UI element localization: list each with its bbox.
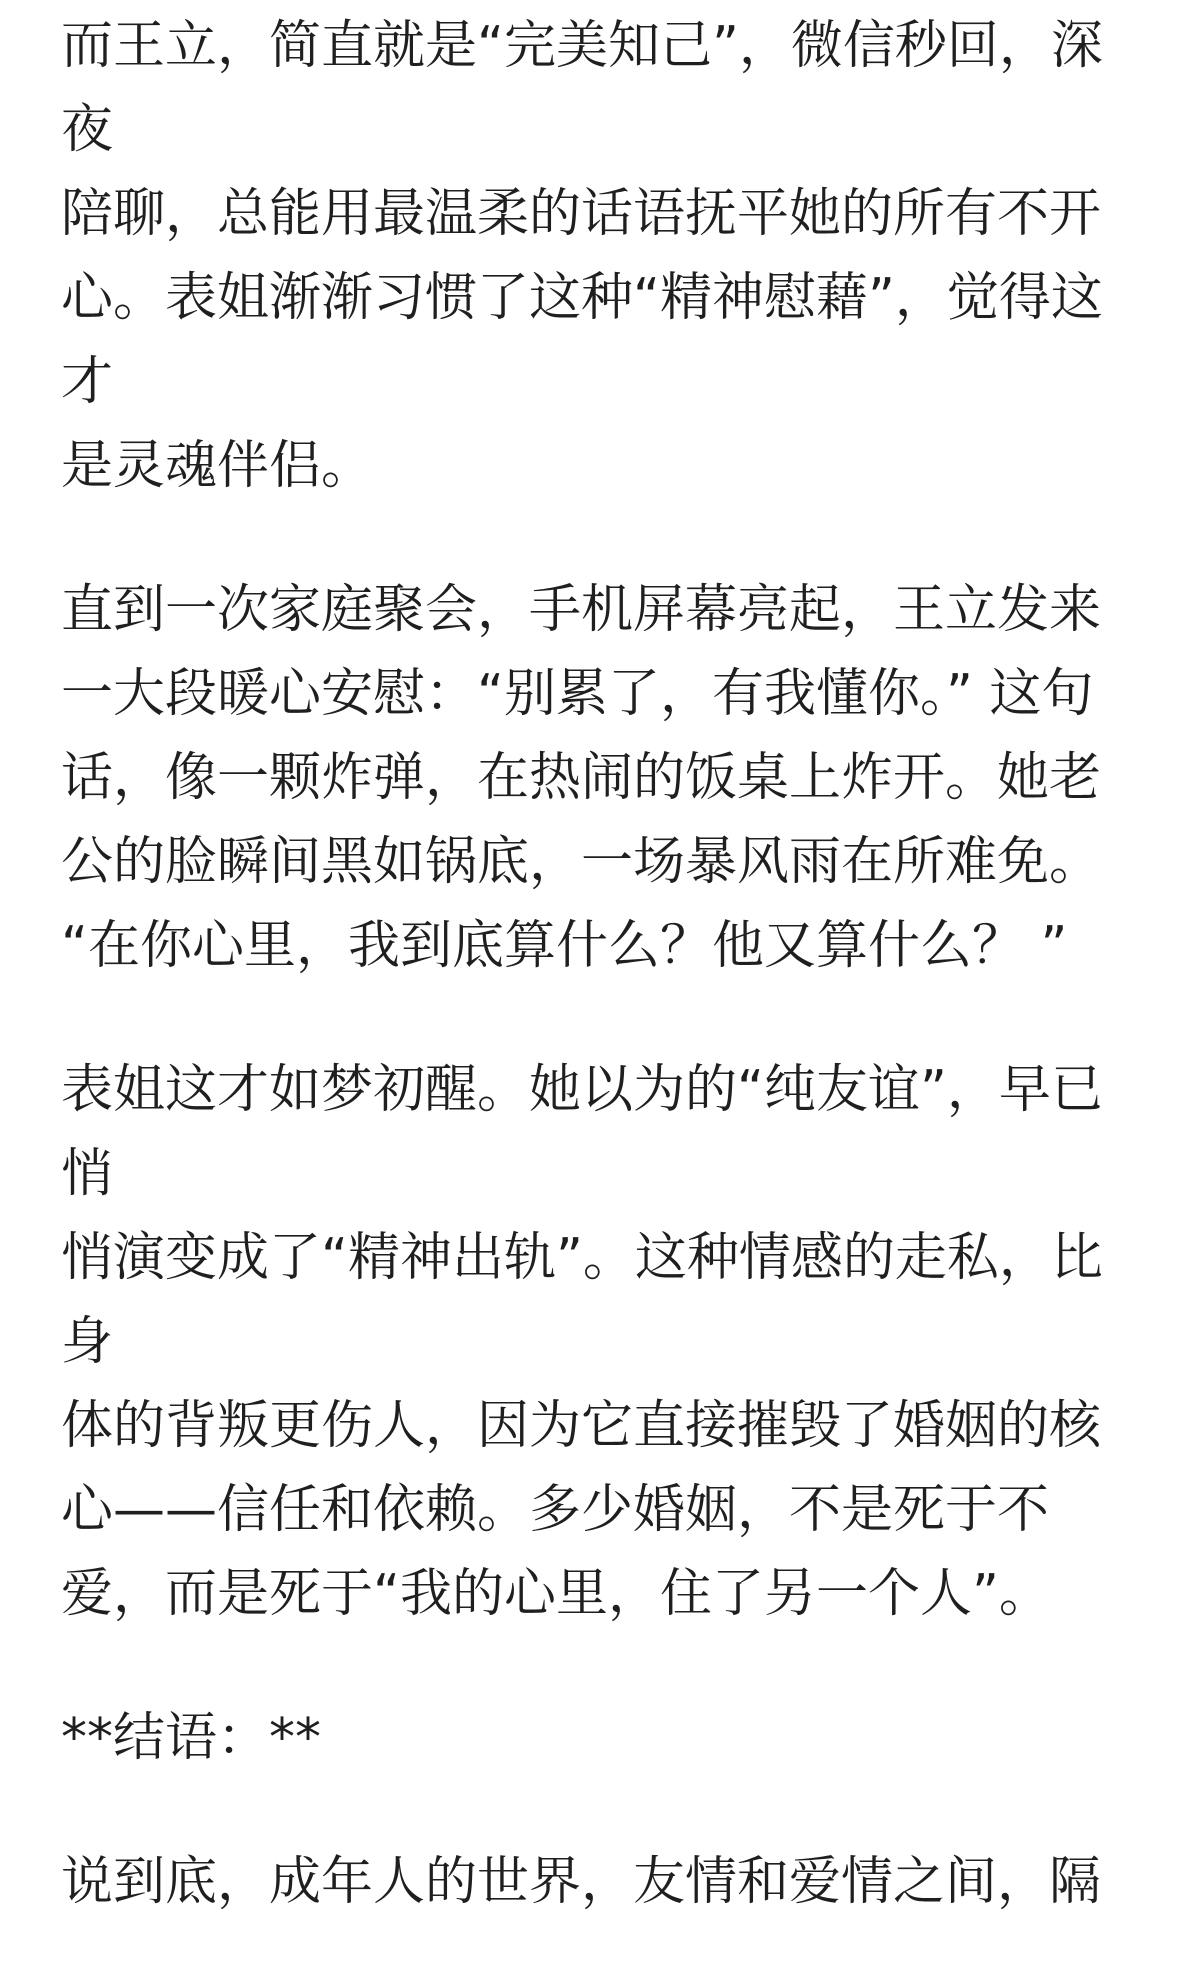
paragraph-line: 爱，而是死于“我的心里，住了另一个人”。: [61, 1564, 1051, 1624]
paragraph-line: 话，像一颗炸弹，在热闹的饭桌上炸开。她老: [61, 748, 1102, 808]
paragraph-4: [61, 1840, 1121, 1924]
paragraph-line: 一大段暖心安慰：“别累了，有我懂你。” 这句: [61, 664, 1094, 724]
paragraph-3: [61, 1048, 1121, 1636]
paragraph-line: 心。表姐渐渐习惯了这种“精神慰藉”，觉得这才: [61, 268, 1103, 412]
article-body: [61, 4, 1121, 1984]
paragraph-line: 体的背叛更伤人，因为它直接摧毁了婚姻的核: [61, 1396, 1102, 1456]
paragraph-line: 表姐这才如梦初醒。她以为的“纯友谊”，早已悄: [61, 1060, 1103, 1204]
paragraph-line: “在你心里，我到底算什么？他又算什么？ ”: [61, 916, 1068, 976]
paragraph-line: 是灵魂伴侣。: [61, 436, 374, 496]
paragraph-line: 陪聊，总能用最温柔的话语抚平她的所有不开: [61, 184, 1102, 244]
paragraph-line: 公的脸瞬间黑如锅底，一场暴风雨在所难免。: [61, 832, 1102, 892]
paragraph-line: 而王立，简直就是“完美知己”，微信秒回，深夜: [61, 16, 1103, 160]
paragraph-line: 心——信任和依赖。多少婚姻，不是死于不: [61, 1480, 1050, 1540]
paragraph-2: [61, 568, 1121, 988]
paragraph-line: 说到底，成年人的世界，友情和爱情之间，隔: [61, 1852, 1102, 1912]
paragraph-line: 直到一次家庭聚会，手机屏幕亮起，王立发来: [61, 580, 1102, 640]
paragraph-1: [61, 4, 1121, 508]
paragraph-line: 悄演变成了“精神出轨”。这种情感的走私，比身: [61, 1228, 1103, 1372]
conclusion-heading: **结语：**: [61, 1708, 322, 1768]
